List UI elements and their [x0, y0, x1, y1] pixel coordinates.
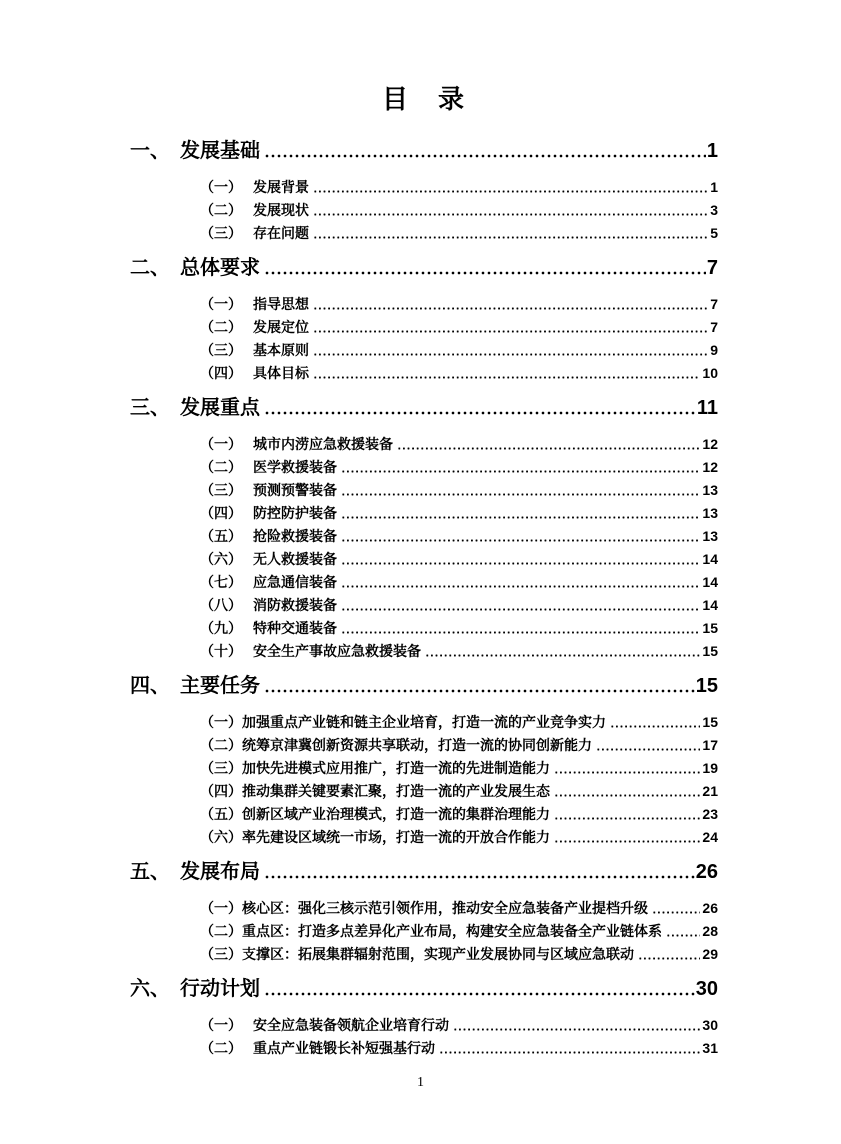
dot-leader: [263, 395, 696, 421]
section-title: 发展重点: [180, 397, 260, 419]
item-page-number: 9: [710, 342, 718, 358]
item-number: （二）: [200, 459, 242, 475]
item-number: （一）: [200, 714, 242, 730]
dot-leader: [312, 339, 708, 362]
dot-leader: [396, 433, 700, 456]
item-title: 抢险救援装备: [253, 528, 337, 544]
dot-leader: [263, 138, 706, 164]
dot-leader: [553, 780, 700, 803]
item-number: （三）: [200, 225, 242, 241]
toc-section-items: [200, 1014, 718, 1060]
toc-item-row: [200, 199, 718, 222]
page-footer: [0, 1074, 841, 1092]
item-number: （八）: [200, 597, 242, 613]
item-number: （三）: [200, 946, 242, 962]
item-page-number: 1: [710, 179, 718, 195]
section-number: 六、: [130, 978, 170, 1000]
toc-content: [130, 84, 718, 1060]
toc-item-row: [200, 617, 718, 640]
toc-section-row: [130, 673, 718, 699]
item-number: （二）: [200, 202, 242, 218]
toc-item-row: [200, 803, 718, 826]
toc-section-row: [130, 138, 718, 164]
item-title: 发展定位: [253, 319, 309, 335]
item-title: 医学救援装备: [253, 459, 337, 475]
item-title: 发展现状: [253, 202, 309, 218]
item-title: 存在问题: [253, 225, 309, 241]
dot-leader: [595, 734, 700, 757]
item-title: 重点区：打造多点差异化产业布局，构建安全应急装备全产业链体系: [242, 923, 662, 939]
section-number: 一、: [130, 140, 170, 162]
toc-item-row: [200, 222, 718, 245]
item-title: 无人救援装备: [253, 551, 337, 567]
item-title: 特种交通装备: [253, 620, 337, 636]
section-title: 发展布局: [180, 861, 260, 883]
item-number: （二）: [200, 737, 242, 753]
toc-section-row: [130, 859, 718, 885]
item-page-number: 15: [702, 620, 718, 636]
item-number: （一）: [200, 900, 242, 916]
toc-section: [130, 138, 718, 245]
item-number: （九）: [200, 620, 242, 636]
toc-item-row: [200, 1037, 718, 1060]
dot-leader: [340, 571, 700, 594]
item-number: （一）: [200, 436, 242, 452]
toc-section-items: [200, 176, 718, 245]
item-number: （三）: [200, 482, 242, 498]
toc-item-row: [200, 734, 718, 757]
item-page-number: 15: [702, 714, 718, 730]
dot-leader: [312, 362, 700, 385]
item-number: （一）: [200, 1017, 242, 1033]
item-number: （一）: [200, 296, 242, 312]
item-title: 创新区域产业治理模式，打造一流的集群治理能力: [242, 806, 550, 822]
toc-section-row: [130, 255, 718, 281]
item-number: （二）: [200, 1040, 242, 1056]
item-title: 安全生产事故应急救援装备: [253, 643, 421, 659]
toc-item-row: [200, 780, 718, 803]
item-number: （五）: [200, 806, 242, 822]
item-page-number: 3: [710, 202, 718, 218]
item-number: （四）: [200, 365, 242, 381]
toc-section-row: [130, 395, 718, 421]
item-page-number: 23: [702, 806, 718, 822]
section-title: 发展基础: [180, 140, 260, 162]
section-page-number: 15: [695, 675, 718, 697]
dot-leader: [553, 803, 700, 826]
item-title: 预测预警装备: [253, 482, 337, 498]
item-page-number: 10: [702, 365, 718, 381]
toc-section: [130, 395, 718, 663]
item-title: 加强重点产业链和链主企业培育，打造一流的产业竞争实力: [242, 714, 606, 730]
toc-item-row: [200, 525, 718, 548]
item-page-number: 13: [702, 528, 718, 544]
item-title: 基本原则: [253, 342, 309, 358]
section-page-number: 30: [695, 978, 718, 1000]
item-page-number: 31: [702, 1040, 718, 1056]
dot-leader: [637, 943, 700, 966]
item-page-number: 12: [702, 436, 718, 452]
toc-item-row: [200, 176, 718, 199]
dot-leader: [312, 316, 708, 339]
section-number: 五、: [130, 861, 170, 883]
toc-section: [130, 255, 718, 385]
item-number: （二）: [200, 923, 242, 939]
toc-section-items: [200, 897, 718, 966]
item-number: （三）: [200, 342, 242, 358]
item-title: 城市内涝应急救援装备: [253, 436, 393, 452]
dot-leader: [263, 859, 695, 885]
toc-item-row: [200, 1014, 718, 1037]
item-page-number: 13: [702, 505, 718, 521]
item-title: 核心区：强化三核示范引领作用，推动安全应急装备产业提档升级: [242, 900, 648, 916]
item-page-number: 29: [702, 946, 718, 962]
item-page-number: 12: [702, 459, 718, 475]
item-title: 指导思想: [253, 296, 309, 312]
dot-leader: [312, 199, 708, 222]
toc-item-row: [200, 711, 718, 734]
section-page-number: 7: [706, 257, 718, 279]
item-page-number: 7: [710, 319, 718, 335]
toc-item-row: [200, 640, 718, 663]
section-number: 四、: [130, 675, 170, 697]
item-page-number: 28: [702, 923, 718, 939]
item-page-number: 24: [702, 829, 718, 845]
dot-leader: [340, 548, 700, 571]
item-number: （五）: [200, 528, 242, 544]
item-page-number: 14: [702, 597, 718, 613]
toc-item-row: [200, 479, 718, 502]
dot-leader: [553, 757, 700, 780]
toc-section-row: [130, 976, 718, 1002]
item-page-number: 13: [702, 482, 718, 498]
dot-leader: [651, 897, 700, 920]
section-page-number: 26: [695, 861, 718, 883]
item-title: 发展背景: [253, 179, 309, 195]
toc: [130, 138, 718, 1060]
toc-item-row: [200, 433, 718, 456]
dot-leader: [553, 826, 700, 849]
item-title: 支撑区：拓展集群辐射范围，实现产业发展协同与区域应急联动: [242, 946, 634, 962]
item-number: （七）: [200, 574, 242, 590]
dot-leader: [340, 479, 700, 502]
section-number: 二、: [130, 257, 170, 279]
toc-section-items: [200, 433, 718, 663]
dot-leader: [340, 525, 700, 548]
item-page-number: 17: [702, 737, 718, 753]
section-number: 三、: [130, 397, 170, 419]
dot-leader: [340, 502, 700, 525]
toc-section: [130, 976, 718, 1060]
item-title: 应急通信装备: [253, 574, 337, 590]
section-title: 总体要求: [180, 257, 260, 279]
item-page-number: 21: [702, 783, 718, 799]
item-title: 统筹京津冀创新资源共享联动，打造一流的协同创新能力: [242, 737, 592, 753]
dot-leader: [312, 293, 708, 316]
item-page-number: 19: [702, 760, 718, 776]
toc-section-items: [200, 293, 718, 385]
toc-item-row: [200, 897, 718, 920]
dot-leader: [665, 920, 700, 943]
item-number: （三）: [200, 760, 242, 776]
item-number: （二）: [200, 319, 242, 335]
item-page-number: 15: [702, 643, 718, 659]
item-title: 防控防护装备: [253, 505, 337, 521]
toc-item-row: [200, 548, 718, 571]
item-number: （四）: [200, 783, 242, 799]
dot-leader: [312, 176, 708, 199]
dot-leader: [263, 673, 695, 699]
item-title: 安全应急装备领航企业培育行动: [253, 1017, 449, 1033]
dot-leader: [340, 456, 700, 479]
dot-leader: [263, 976, 695, 1002]
item-page-number: 5: [710, 225, 718, 241]
item-title: 推动集群关键要素汇聚，打造一流的产业发展生态: [242, 783, 550, 799]
section-page-number: 11: [696, 397, 718, 419]
toc-item-row: [200, 594, 718, 617]
dot-leader: [263, 255, 706, 281]
item-page-number: 7: [710, 296, 718, 312]
item-title: 消防救援装备: [253, 597, 337, 613]
dot-leader: [438, 1037, 700, 1060]
item-number: （六）: [200, 551, 242, 567]
toc-section-items: [200, 711, 718, 849]
toc-item-row: [200, 920, 718, 943]
page-title: 目 录: [381, 84, 466, 114]
dot-leader: [312, 222, 708, 245]
toc-item-row: [200, 571, 718, 594]
toc-section: [130, 673, 718, 849]
footer-page-number: 1: [417, 1075, 424, 1090]
toc-item-row: [200, 456, 718, 479]
item-title: 率先建设区域统一市场，打造一流的开放合作能力: [242, 829, 550, 845]
item-title: 具体目标: [253, 365, 309, 381]
item-page-number: 14: [702, 574, 718, 590]
item-number: （十）: [200, 643, 242, 659]
toc-item-row: [200, 757, 718, 780]
section-title: 主要任务: [180, 675, 260, 697]
dot-leader: [340, 617, 700, 640]
toc-item-row: [200, 943, 718, 966]
toc-section: [130, 859, 718, 966]
toc-item-row: [200, 316, 718, 339]
item-number: （四）: [200, 505, 242, 521]
item-title: 加快先进模式应用推广，打造一流的先进制造能力: [242, 760, 550, 776]
toc-item-row: [200, 826, 718, 849]
section-page-number: 1: [706, 140, 718, 162]
dot-leader: [452, 1014, 700, 1037]
item-number: （六）: [200, 829, 242, 845]
dot-leader: [424, 640, 700, 663]
dot-leader: [609, 711, 700, 734]
toc-item-row: [200, 502, 718, 525]
section-title: 行动计划: [180, 978, 260, 1000]
item-number: （一）: [200, 179, 242, 195]
toc-item-row: [200, 339, 718, 362]
toc-item-row: [200, 293, 718, 316]
item-page-number: 26: [702, 900, 718, 916]
toc-item-row: [200, 362, 718, 385]
dot-leader: [340, 594, 700, 617]
item-page-number: 30: [702, 1017, 718, 1033]
item-title: 重点产业链锻长补短强基行动: [253, 1040, 435, 1056]
item-page-number: 14: [702, 551, 718, 567]
